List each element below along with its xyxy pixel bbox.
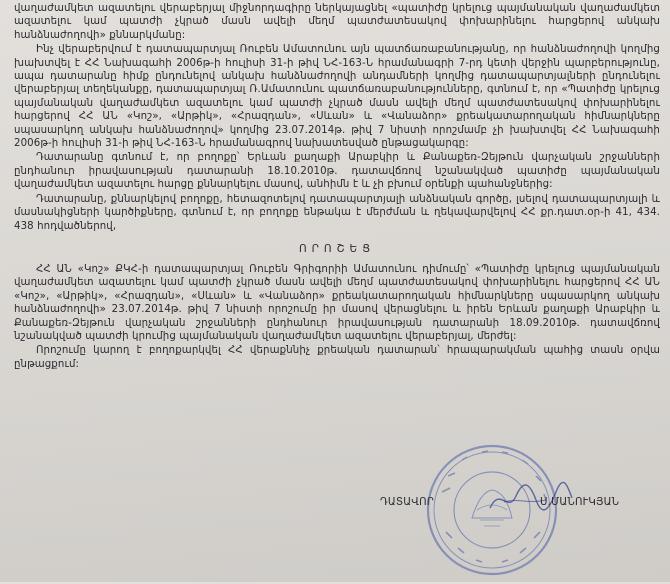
decision-paragraph-1: ՀՀ ԱՆ «Կոշ» ՔԿՀ-ի դատապարտյալ Ռուբեն Գրիգորիի Ամատունու դիմումը՝ «Պատիժը կրելուց պայմանական վաղաժամկետ ազատելու կամ պատժի չկրած մասն ավելի մեղմ պատժատեսակով փոխարինելու հարցերով ՀՀ ԱՆ «Կոշ», «Արթիկ», «Հրազդան», «Սևան» և «Վանաձոր» քրեակատարողական հիմնարկները սպասարկող անկախ հանձնաժողովի» 23.07.2014թ. թիվ 7 նիստի որոշումը իր մասով վերացնելու և իրեն Երևան քաղաքի Արաբկիր և Քանաքեռ-Զեյթուն վարչական շրջանների ընդհանուր իրավասության դատարանի 18.09.2010թ. դատավճռով նշանակված պատժի կրումից պայմանական վաղաժամկետ ազատելու վերաբերյալ, մերժել: [14,263,660,342]
paragraph-2: Ինչ վերաբերվում է դատապարտյալ Ռուբեն Ամատունու այն պատճառաբանությանը, որ հանձնաժողովի կողմից խախտվել է ՀՀ Նախագահի 2006թ-ի հուլիսի 31-ի թիվ ՆՀ-163-Ն հրամանագրի 7-րդ կետի վերջին պարբերությունը, ապա դատարանը հիմք ընդունելով անկախ հանձնաժողովի անդամների կողմից դատապարտյալների ընդունելու վերաբերյալ տեղեկանքը, դատապարտյալ Ռ.Ամատունու պատճառաբանությունները, գտնում է, որ «Պատիժը կրելուց պայմանական վաղաժամկետ ազատելու կամ պատժի չկրած մասն ավելի մեղմ պատժատեսակով փոխարինելու հարցերով ՀՀ ԱՆ «Կոշ», «Արթիկ», «Հրազդան», «Սևան» և «Վանաձոր» քրեակատարողական հիմնարկները սպասարկող անկախ հանձնաժողով» կողմից 23.07.2014թ. թիվ 7 նիստի որոշմամբ չի խախտվել ՀՀ Նախագահի 2006թ-ի հուլիսի 31-ի թիվ ՆՀ-163-Ն հրամանագրով նախատեսված ընթացակարգը: [14,44,660,150]
judge-name: Ս.ՄԱՆՈՒԿՅԱՆ [540,497,620,508]
decision-paragraph-2: Որոշումը կարող է բողոքարկվել ՀՀ վերաքննիչ քրեական դատարան՝ հրապարակման պահից տասն օրվա ընթացքում: [14,345,660,370]
paragraph-4: Դատարանը, քննարկելով բողոքը, հետազոտելով դատապարտյալի անձնական գործը, լսելով դատապարտյալի և մասնակիցների կարծիքները, գտնում է, որ բողոքը ենթակա է մերժման և ղեկավարվելով ՀՀ քր.դատ.օր-ի 41, 434. 438 հոդվածներով, [14,193,660,232]
paragraph-3: Դատարանը գտնում է, որ բողոքը՝ Երևան քաղաքի Արաբկիր և Քանաքեռ-Զեյթուն վարչական շրջանների ընդհանուր իրավասության դատարանի 18.10.2010թ. դատավճռով նշանակված պատիժը պայմանական վաղաժամկետ ազատելու հարցը քննարկելու մասով, անհիմն է և չի բխում օրենքի պահանջներից: [14,152,660,191]
decision-heading: ՈՐՈՇԵՑ [298,242,376,255]
judge-label: ԴԱՏԱՎՈՐ [380,497,435,508]
paragraph-1: վաղաժամկետ ազատելու վերաբերյալ միջնորդագիրը ներկայացնել «պատիժը կրելուց պայմանական վաղաժամկետ ազատելու կամ պատժի չկրած մասն ավելի մեղմ պատժատեսակով փոխարինելու հարցերով անկախ հանձնաժողովի» քննարկմանը: [14,3,660,41]
signature-row [0,497,670,513]
